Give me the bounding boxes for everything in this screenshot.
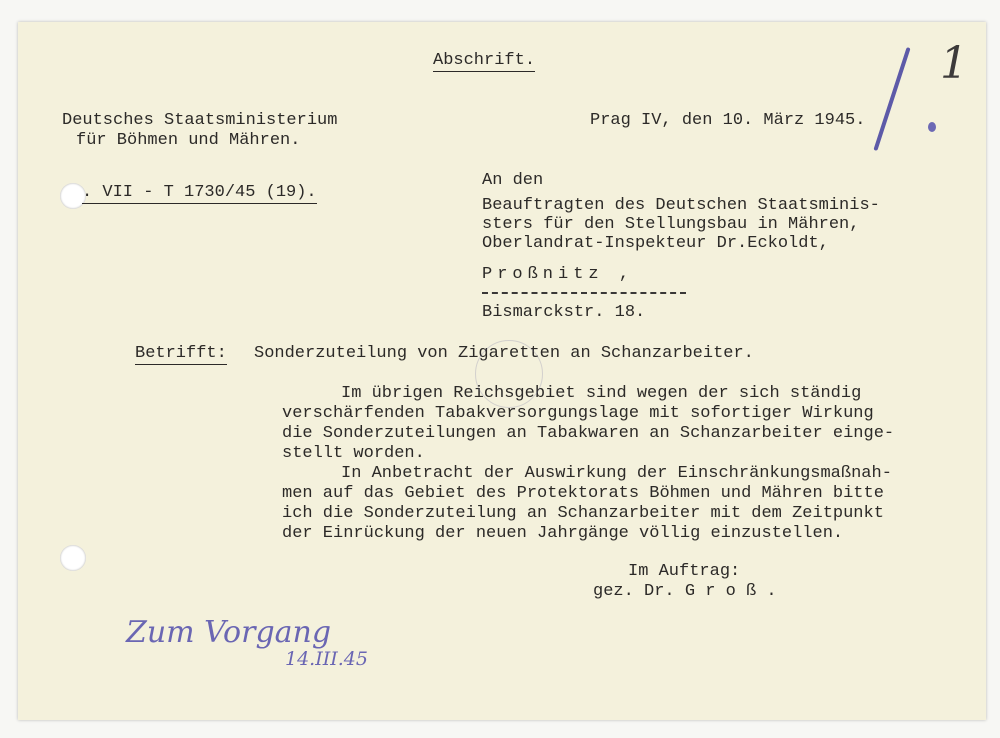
body-line: men auf das Gebiet des Protektorats Böhmen und Mähren bitte [282,484,884,503]
official-stamp [475,340,543,408]
recipient-line-3: Oberlandrat-Inspekteur Dr.Eckoldt, [482,234,829,253]
body-line: die Sonderzuteilungen an Tabakwaren an Schanzarbeiter einge- [282,424,895,443]
sender-line-2: für Böhmen und Mähren. [76,131,301,150]
handwritten-note: Zum Vorgang [126,615,332,650]
punch-hole-bottom [60,545,86,571]
sender-line-1: Deutsches Staatsministerium [62,111,338,130]
recipient-line-2: sters für den Stellungsbau in Mähren, [482,215,860,234]
page-number: 1 [940,38,968,89]
recipient-street: Bismarckstr. 18. [482,303,646,322]
recipient-city: Proßnitz , [482,265,635,284]
body-line: der Einrückung der neuen Jahrgänge völlig einzustellen. [282,524,844,543]
recipient-line-0: An den [482,171,544,190]
place-date: Prag IV, den 10. März 1945. [590,111,866,130]
body-line: ich die Sonderzuteilung an Schanzarbeiter mit dem Zeitpunkt [282,504,884,523]
pencil-dot [928,122,936,132]
body-line: Im übrigen Reichsgebiet sind wegen der sich ständig [341,384,862,403]
closing-line-1: Im Auftrag: [628,562,741,581]
body-line: stellt worden. [282,444,425,463]
city-underline [482,292,686,294]
recipient-line-1: Beauftragten des Deutschen Staatsminis- [482,196,880,215]
handwritten-date: 14.III.45 [285,648,368,670]
subject-text: Sonderzuteilung von Zigaretten an Schanzarbeiter. [254,344,754,363]
closing-line-2: gez. Dr. G r o ß . [593,582,777,601]
reference-number: . VII - T 1730/45 (19). [82,183,317,202]
body-line: verschärfenden Tabakversorgungslage mit sofortiger Wirkung [282,404,874,423]
document-heading: Abschrift. [433,51,536,70]
subject-label: Betrifft: [135,344,227,363]
body-line: In Anbetracht der Auswirkung der Einschränkungsmaßnah- [341,464,892,483]
